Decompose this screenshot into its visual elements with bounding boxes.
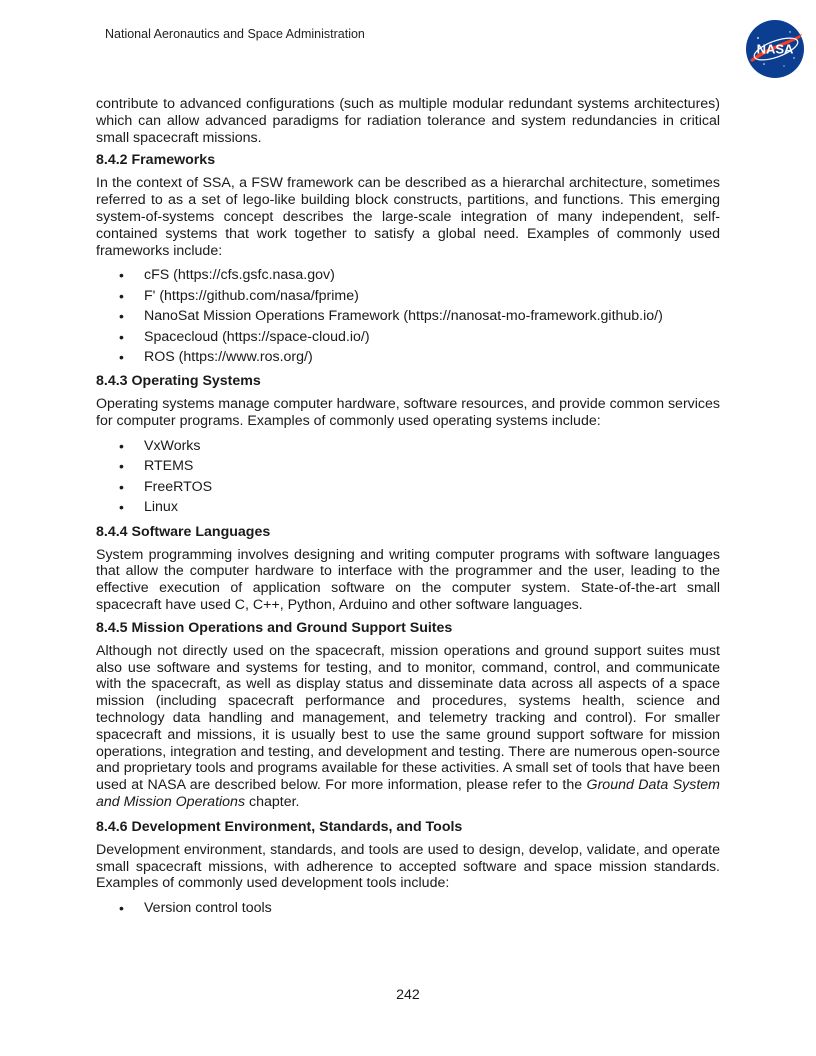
- list-item: • Version control tools: [96, 898, 720, 918]
- list-item: • FreeRTOS: [96, 477, 720, 497]
- heading-development-environment: 8.4.6 Development Environment, Standards, and Tools: [96, 818, 463, 835]
- list-item: • NanoSat Mission Operations Framework (https://nanosat-mo-framework.github.io/): [96, 306, 720, 326]
- list-item: • cFS (https://cfs.gsfc.nasa.gov): [96, 265, 720, 285]
- dev-tools-list: [96, 898, 720, 918]
- languages-paragraph: System programming involves designing and writing computer programs with software languages that allow the computer hardware to interface with the programmer and the user, leading to the effective execution of application software on the computer system. State-of-the-art small spacecraft have used C, C++, Python, Arduino and other software languages.: [96, 546, 720, 614]
- nasa-logo-text: NASA: [756, 41, 794, 57]
- agency-header: National Aeronautics and Space Administration: [105, 27, 365, 41]
- heading-software-languages: 8.4.4 Software Languages: [96, 523, 271, 540]
- heading-mission-operations: 8.4.5 Mission Operations and Ground Support Suites: [96, 619, 453, 636]
- dev-env-paragraph: Development environment, standards, and tools are used to design, develop, validate, and operate small spacecraft missions, with adherence to accepted software and space mission standards. Examples of commonly used development tools include:: [96, 841, 720, 892]
- page-content: [96, 96, 720, 919]
- os-list: [96, 436, 720, 518]
- mission-ops-paragraph: [96, 643, 720, 811]
- nasa-logo: [744, 18, 806, 80]
- mission-ops-text: Although not directly used on the spacecraft, mission operations and ground support suites must also use software and systems for testing, and to monitor, command, control, and communicate with the spacecraft, as well as display status and disseminate data across all aspects of a space mission (including spacecraft performance and procedures, systems health, science and technology data handling and management, and telemetry tracking and control). For smaller spacecraft and missions, it is usually best to use the same ground support software for mission operations, integration and testing, and development and testing. There are numerous open-source and proprietary tools and programs available for these activities. A small set of tools that have been used at NASA are described below. For more information, please refer to the: [96, 642, 720, 794]
- chapter-reference: Ground Data System and Mission Operations: [96, 777, 720, 810]
- frameworks-paragraph: In the context of SSA, a FSW framework can be described as a hierarchal architecture, sometimes referred to as a set of lego-like building block constructs, partitions, and functions. This emerging system-of-systems concept describes the large-scale integration of many independent, self-contained systems that work together to satisfy a global need. Examples of commonly used frameworks include:: [96, 175, 720, 259]
- list-item: • F' (https://github.com/nasa/fprime): [96, 286, 720, 306]
- os-paragraph: Operating systems manage computer hardware, software resources, and provide common services for computer programs. Examples of commonly used operating systems include:: [96, 396, 720, 430]
- list-item: • Linux: [96, 497, 720, 517]
- heading-frameworks: 8.4.2 Frameworks: [96, 152, 216, 169]
- list-item: • Spacecloud (https://space-cloud.io/): [96, 327, 720, 347]
- list-item: • VxWorks: [96, 436, 720, 456]
- intro-paragraph: contribute to advanced configurations (such as multiple modular redundant systems architectures) which can allow advanced paradigms for radiation tolerance and system redundancies in critical small spacecraft missions.: [96, 96, 720, 146]
- page-number: 242: [396, 987, 420, 1003]
- frameworks-list: [96, 265, 720, 367]
- list-item: • RTEMS: [96, 456, 720, 476]
- list-item: • ROS (https://www.ros.org/): [96, 347, 720, 367]
- heading-operating-systems: 8.4.3 Operating Systems: [96, 373, 261, 390]
- mission-ops-text-end: chapter.: [245, 793, 300, 810]
